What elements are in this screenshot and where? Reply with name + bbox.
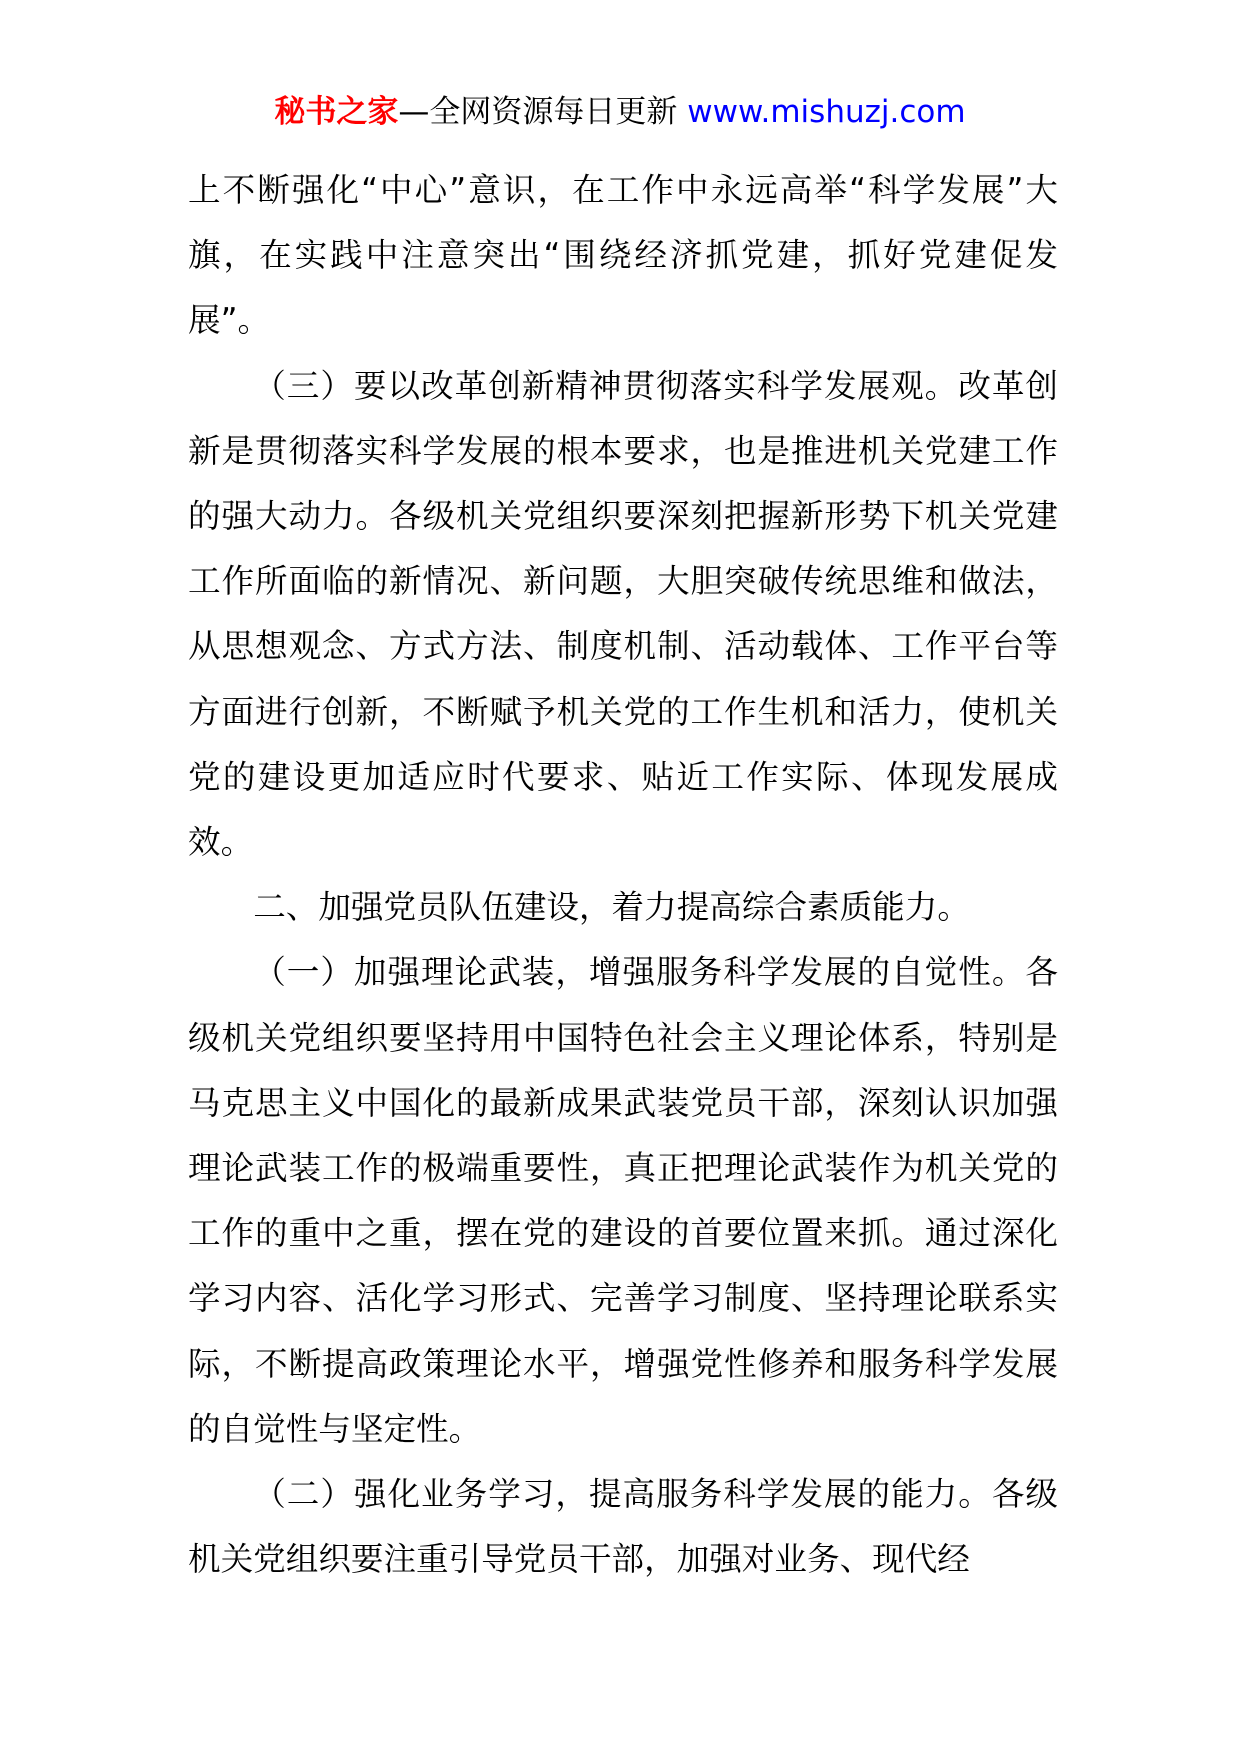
site-url: www.mishuzj.com bbox=[687, 94, 966, 130]
paragraph-continuation: 上不断强化“中心”意识，在工作中永远高举“科学发展”大旗，在实践中注意突出“围绕经济抓党建，抓好党建促发展”。 bbox=[188, 171, 1058, 340]
page-header bbox=[0, 92, 1240, 132]
section-heading-2: 二、加强党员队伍建设，着力提高综合素质能力。 bbox=[253, 888, 970, 927]
site-brand: 秘书之家 bbox=[274, 94, 399, 130]
site-slogan: —全网资源每日更新 bbox=[398, 94, 678, 130]
paragraph-subsection-1: （一）加强理论武装，增强服务科学发展的自觉性。各级机关党组织要坚持用中国特色社会主义理论体系，特别是马克思主义中国化的最新成果武装党员干部，深刻认识加强理论武装工作的极端重要性，真正把理论武装作为机关党的工作的重中之重，摆在党的建设的首要位置来抓。通过深化学习内容、活化学习形式、完善学习制度、坚持理论联系实际，不断提高政策理论水平，增强党性修养和服务科学发展的自觉性与坚定性。 bbox=[188, 953, 1058, 1448]
document-body bbox=[188, 158, 1058, 1592]
paragraph-section-3: （三）要以改革创新精神贯彻落实科学发展观。改革创新是贯彻落实科学发展的根本要求，也是推进机关党建工作的强大动力。各级机关党组织要深刻把握新形势下机关党建工作所面临的新情况、新问题，大胆突破传统思维和做法，从思想观念、方式方法、制度机制、活动载体、工作平台等方面进行创新，不断赋予机关党的工作生机和活力，使机关党的建设更加适应时代要求、贴近工作实际、体现发展成效。 bbox=[188, 366, 1058, 862]
paragraph-subsection-2: （二）强化业务学习，提高服务科学发展的能力。各级机关党组织要注重引导党员干部，加强对业务、现代经 bbox=[188, 1475, 1058, 1579]
